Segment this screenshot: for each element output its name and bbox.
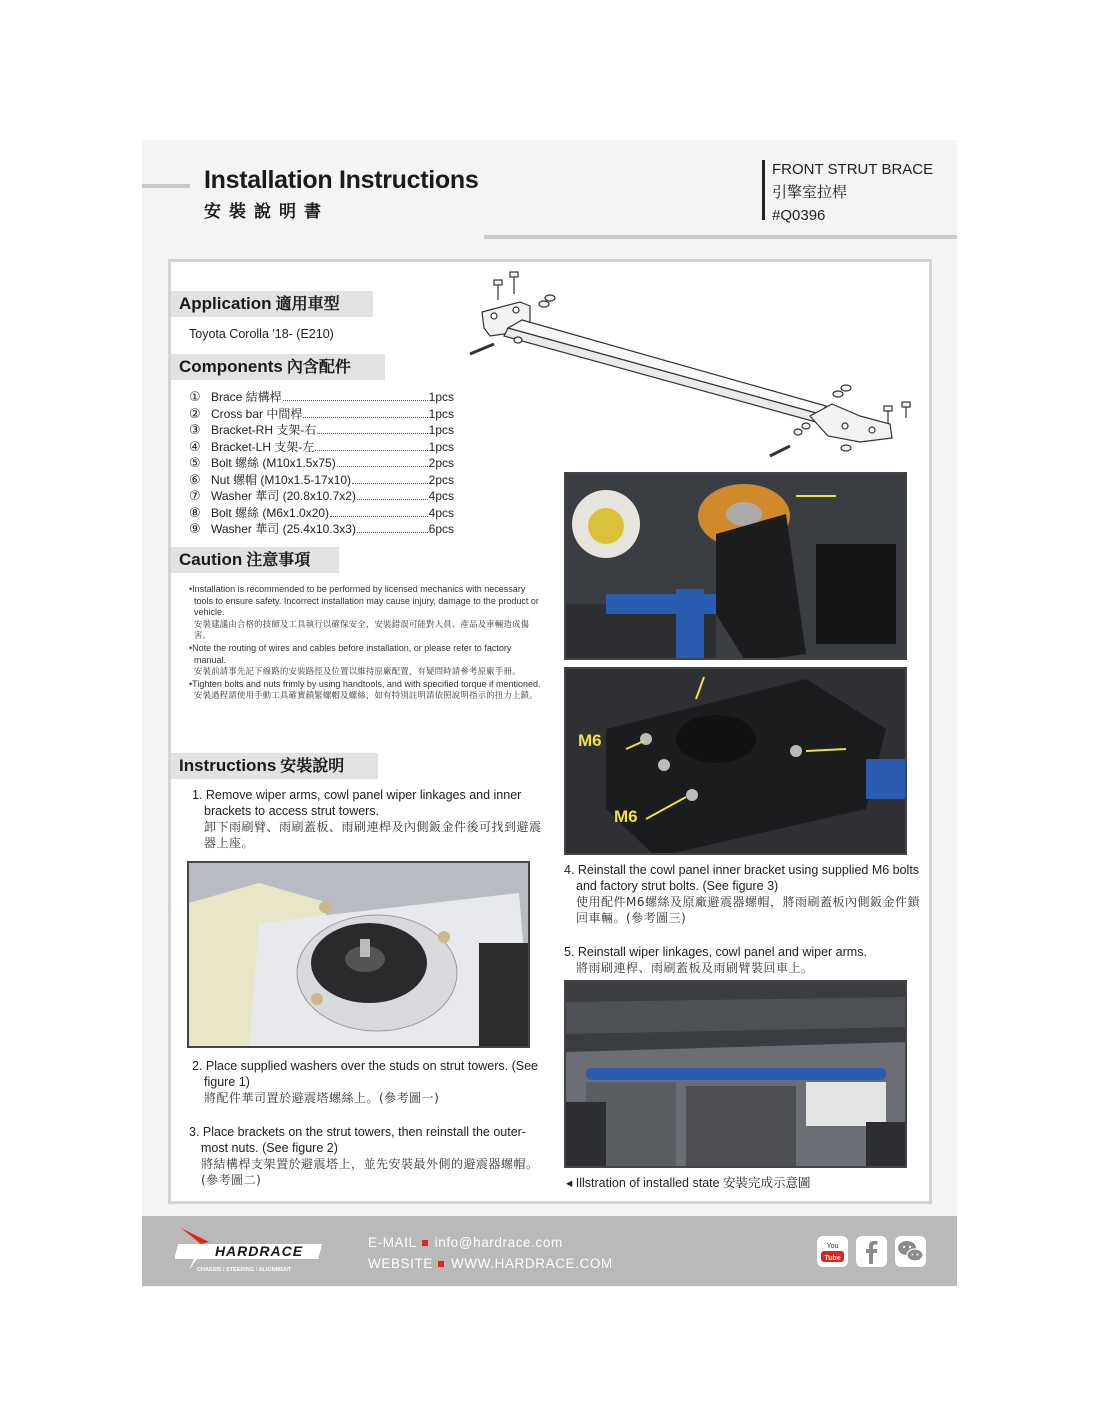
email-label: E-MAIL: [368, 1235, 417, 1250]
product-name: FRONT STRUT BRACE: [772, 161, 934, 178]
installed-state-photo: [564, 980, 907, 1168]
hardrace-logo: [175, 1226, 335, 1276]
caution-item: •Tighten bolts and nuts frimly by using handtools, and with specified torque if mentioned. 安裝過程請使用手動工具確實鎖緊螺帽及螺絲，如有特別註明請依照說明指示的扭力上鎖。: [189, 678, 541, 701]
list-item: ⑤ Bolt 螺絲 (M10x1.5x75) 2pcs: [189, 455, 454, 470]
wechat-icon[interactable]: [895, 1236, 926, 1267]
components-heading: Components 內含配件: [171, 354, 385, 380]
figure-2-bracket-photo: [564, 472, 907, 660]
m6-label: M6: [614, 807, 638, 826]
step-2: 2. Place supplied washers over the studs on strut towers. (See figure 1) 將配件華司置於避震塔螺絲上。(參考圖一): [192, 1059, 539, 1105]
list-item: ④ Bracket-LH 支架-左 1pcs: [189, 438, 454, 454]
instructions-heading: Instructions 安裝說明: [171, 753, 378, 779]
product-name-zh: 引擎室拉桿: [772, 184, 848, 201]
bullet-icon: [438, 1261, 444, 1267]
list-item: ⑦ Washer 華司 (20.8x10.7x2) 4pcs: [189, 488, 454, 503]
youtube-icon[interactable]: [817, 1236, 848, 1267]
logo-wordmark: HARDRACE: [214, 1243, 304, 1259]
caution-heading: Caution 注意事項: [171, 547, 339, 573]
figure-1-strut-tower-photo: [187, 861, 530, 1048]
caution-item: •Note the routing of wires and cables before installation, or please refer to factory manual. 安裝前請事先記下線路的安裝路徑及位置以維持原廠配置，有疑問時請參考原廠手冊。: [189, 642, 521, 677]
figure-caption: ◂ Illstration of installed state 安裝完成示意圖: [566, 1176, 811, 1190]
list-item: ⑨ Washer 華司 (25.4x10.3x3) 6pcs: [189, 521, 454, 536]
website-label: WEBSITE: [368, 1256, 433, 1271]
list-item: ⑧ Bolt 螺絲 (M6x1.0x20) 4pcs: [189, 504, 454, 520]
svg-text:You: You: [826, 1243, 839, 1250]
vehicle-fitment: Toyota Corolla '18- (E210): [189, 327, 334, 341]
header-rule-right: [484, 235, 957, 239]
brace-exploded-diagram: [460, 266, 920, 466]
logo-tagline: CHASSIS / STEERING / ALIGNMENT: [197, 1267, 292, 1273]
header-divider: [762, 160, 765, 220]
part-number: #Q0396: [772, 207, 826, 224]
step-5: 5. Reinstall wiper linkages, cowl panel and wiper arms. 將雨刷連桿、雨刷蓋板及雨刷臂裝回車上。: [564, 945, 867, 975]
figure-3-m6-bolts-photo: [564, 667, 907, 855]
list-item: ⑥ Nut 螺帽 (M10x1.5-17x10) 2pcs: [189, 471, 454, 487]
facebook-icon[interactable]: [856, 1236, 887, 1267]
caution-notes: [189, 584, 541, 703]
application-heading: Application 適用車型: [171, 291, 373, 317]
list-item: ② Cross bar 中間桿 1pcs: [189, 405, 454, 421]
page-title-zh: 安裝說明書: [204, 202, 329, 222]
list-item: ③ Bracket-RH 支架-右 1pcs: [189, 422, 454, 437]
step-4: 4. Reinstall the cowl panel inner bracket using supplied M6 bolts and factory strut bolts. (See figure 3) 使用配件M6螺絲及原廠避震器螺帽，將雨刷蓋板內側鈑金件鎖回車輛。(參考圖三): [564, 863, 920, 925]
header-rule-left: [142, 184, 190, 188]
list-item: ① Brace 結構桿 1pcs: [189, 389, 454, 404]
website-link[interactable]: WWW.HARDRACE.COM: [450, 1256, 613, 1271]
caution-item: •Installation is recommended to be performed by licensed mechanics with necessary tools to ensure safety. Incorrect installation may cause injury, damage to the product or vehicle. 安裝建議由合格的技師及工具執行以確保安全，安裝錯誤可能對人員、產品及車輛造成傷害。: [189, 584, 539, 641]
svg-text:Tube: Tube: [824, 1255, 841, 1262]
components-list: [189, 389, 454, 538]
page-title: Installation Instructions: [204, 166, 479, 194]
m6-label: M6: [578, 731, 602, 750]
step-3: 3. Place brackets on the strut towers, then reinstall the outer-most nuts. (See figure 2) 將結構桿支架置於避震塔上，並先安裝最外側的避震器螺帽。(參考圖二): [189, 1125, 539, 1187]
email-link[interactable]: info@hardrace.com: [434, 1235, 563, 1250]
contact-info: [368, 1232, 613, 1274]
step-1: 1. Remove wiper arms, cowl panel wiper linkages and inner brackets to access strut towers. 卸下雨刷臂、雨刷蓋板、雨刷連桿及內側鈑金件後可找到避震器上座。: [192, 788, 542, 850]
bullet-icon: [422, 1240, 428, 1246]
product-info: [772, 158, 933, 227]
